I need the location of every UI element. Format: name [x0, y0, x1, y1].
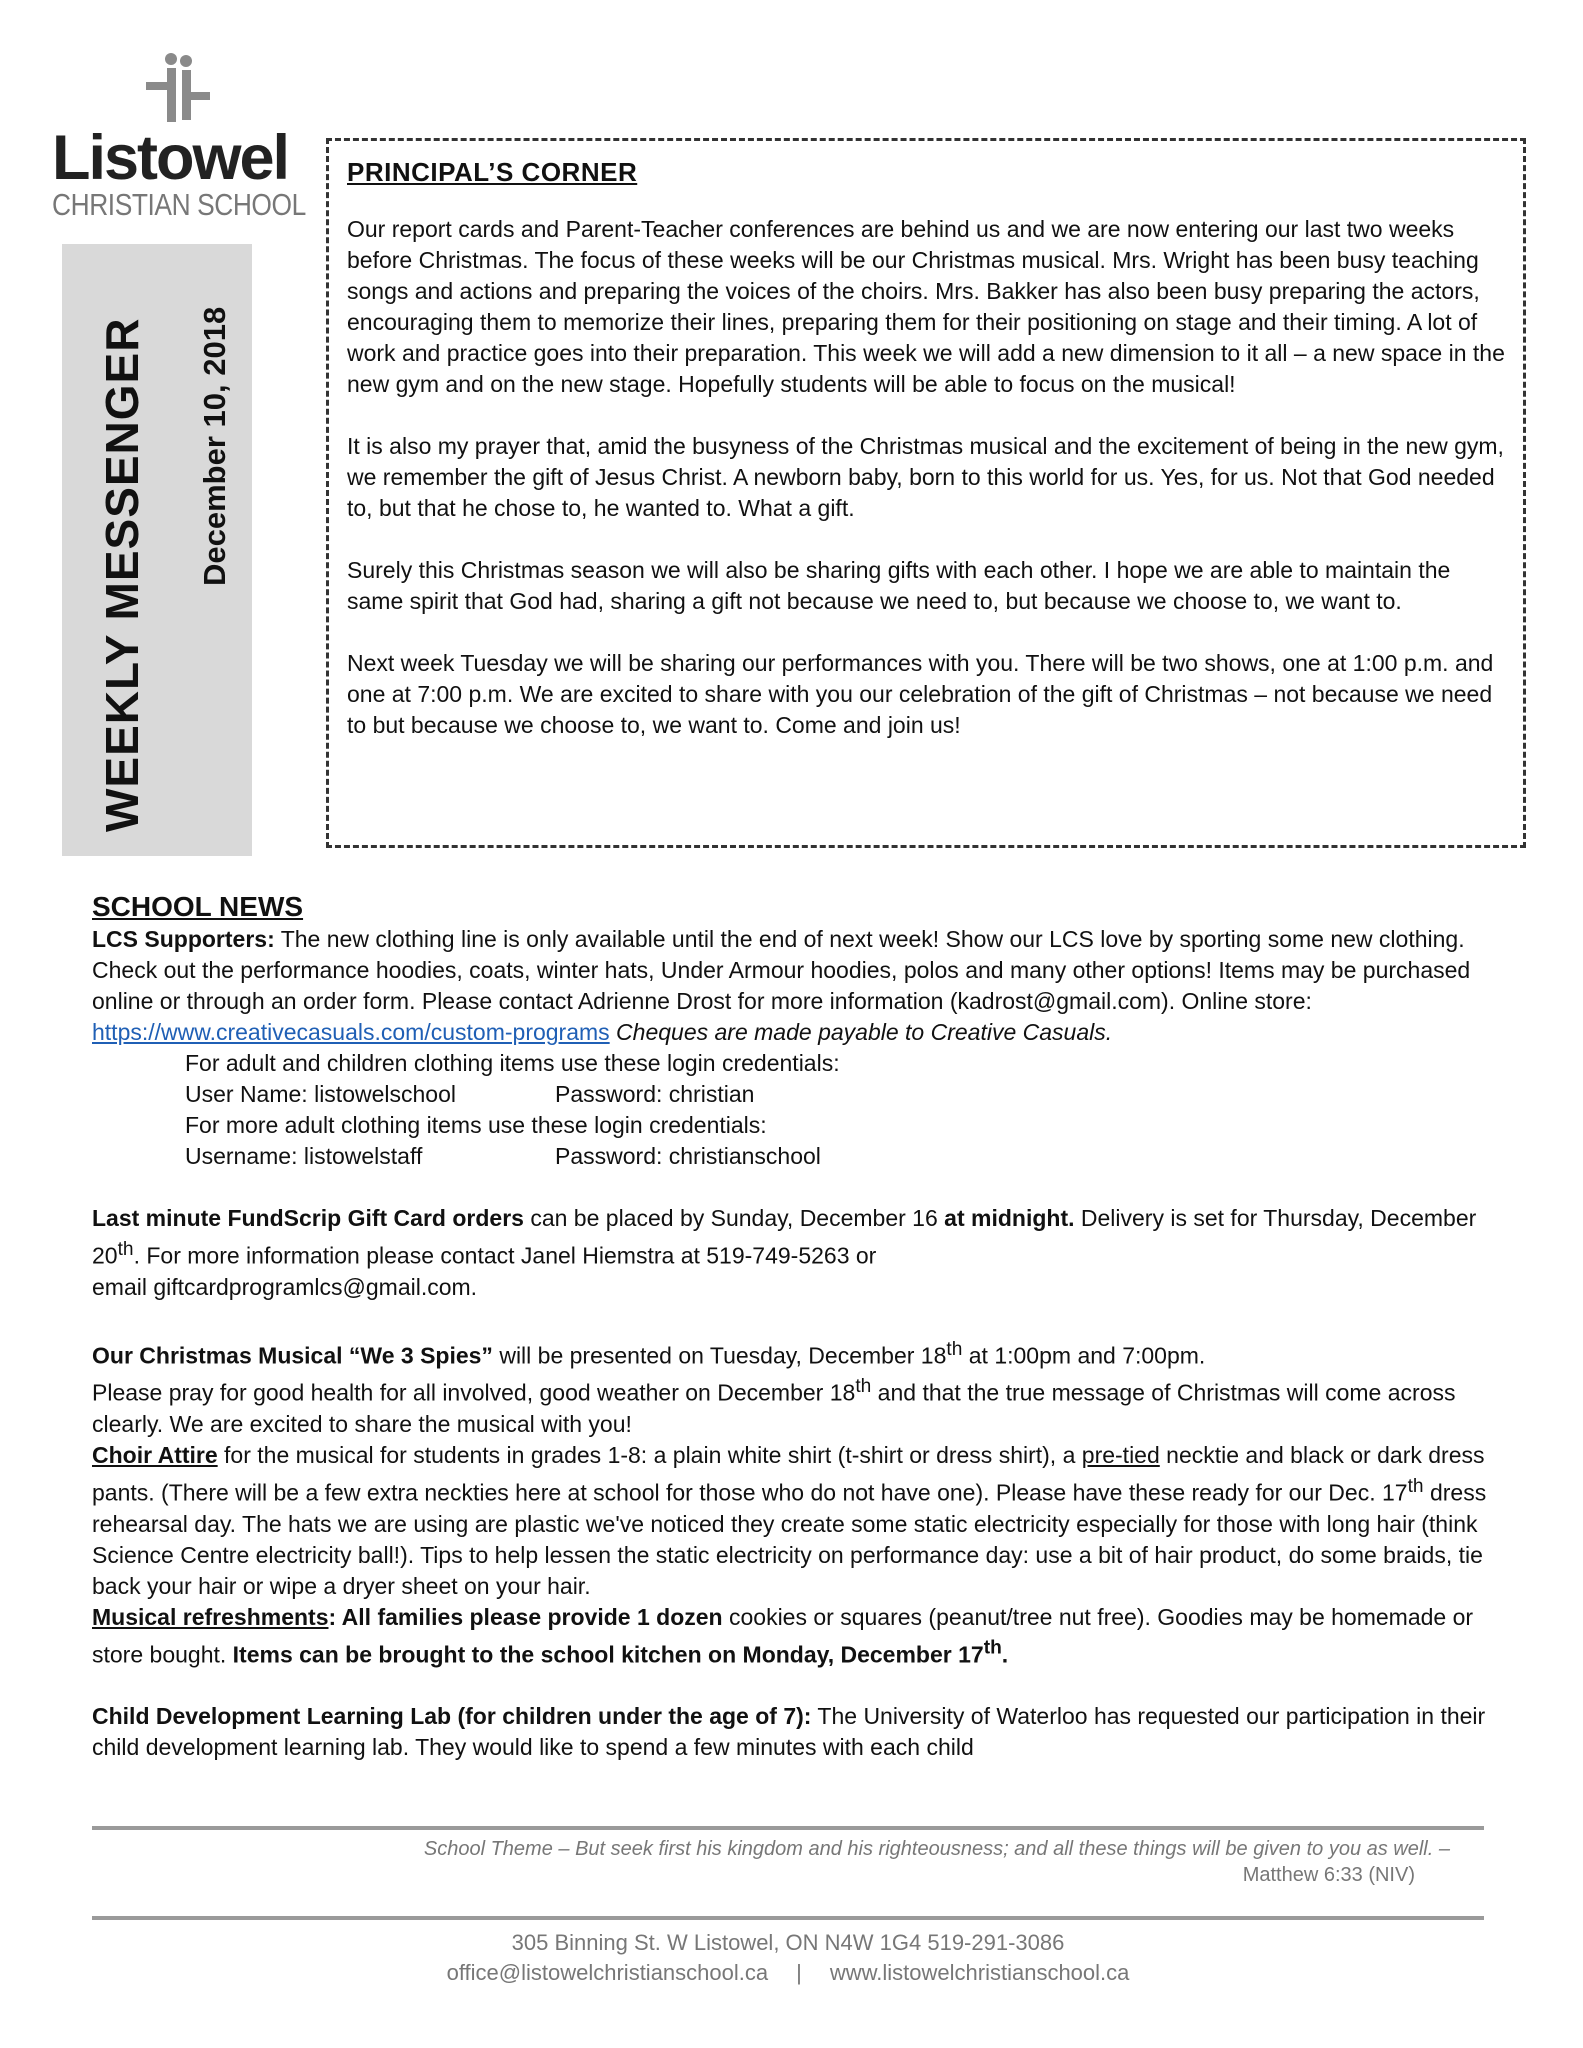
lab-item: [92, 1701, 1502, 1763]
lab-text: The University of Waterloo has requested our participation in their child development learning lab. They would like to spend a few minutes with each child: [92, 1703, 1486, 1761]
cheques-note: Cheques are made payable to Creative Casuals.: [609, 1019, 1113, 1045]
choir-text-3: dress rehearsal day. The hats we are using are plastic we've noticed they create some static electricity especially for those with long hair (think Science Centre electricity ball!). Tips to help lessen the static electricity on performance day: use a bit of hair product, do some braids, tie back your hair or wipe a dryer sheet on your hair.: [92, 1479, 1487, 1599]
theme-text: School Theme – But seek first his kingdom and his righteousness; and all these things will be given to you as well. –: [423, 1838, 1450, 1860]
cred2-user: Username: listowelstaff: [185, 1143, 423, 1169]
divider: [92, 1916, 1484, 1920]
supporters-text: The new clothing line is only available until the end of next week! Show our LCS love by sporting some new clothing. Check out the performance hoodies, coats, winter hats, Under Armour hoodies, polos and many other options! Items may be purchased online or through an order form. Please contact Adrienne Drost for more information (kadrost@gmail.com). Online store:: [92, 926, 1471, 1014]
newsletter-title: WEEKLY MESSENGER: [96, 317, 148, 832]
online-store-link[interactable]: https://www.creativecasuals.com/custom-programs: [92, 1019, 610, 1045]
cred1-row: [92, 1079, 1502, 1110]
musical-prayer: Please pray for good health for all involved, good weather on December 18: [92, 1379, 856, 1406]
newsletter-date: December 10, 2018: [197, 306, 232, 586]
supporters-lead: LCS Supporters:: [92, 926, 275, 952]
fundscrip-delivery: Delivery is set for Thursday, December 20: [92, 1205, 1477, 1269]
ordinal-suffix: th: [1407, 1475, 1424, 1497]
choir-item: [92, 1440, 1502, 1602]
musical-times: at 1:00pm and 7:00pm.: [962, 1342, 1206, 1369]
theme-reference: Matthew 6:33 (NIV): [1242, 1864, 1415, 1886]
fundscrip-text: can be placed by Sunday, December 16: [523, 1205, 945, 1231]
choir-text-2: necktie and black or dark dress pants. (There will be a few extra neckties here at school for those who do not have one). Please have these ready for our Dec. 17: [92, 1441, 1485, 1506]
corner-paragraph: It is also my prayer that, amid the busyness of the Christmas musical and the excitement of being in the new gym, we remember the gift of Jesus Christ. A newborn baby, born to this world for us. Yes, for us. Not that God needed to, but that he chose to, he wanted to. What a gift.: [347, 433, 1504, 521]
pretied-word: pre-tied: [1081, 1441, 1160, 1468]
school-theme: [150, 1836, 1450, 1888]
refreshments-item: [92, 1602, 1502, 1671]
footer-contact: [92, 1958, 1484, 1988]
fundscrip-email: email giftcardprogramlcs@gmail.com.: [92, 1273, 478, 1300]
school-news: [92, 890, 1502, 1763]
supporters-item: [92, 924, 1502, 1048]
musical-text: will be presented on Tuesday, December 18: [492, 1342, 947, 1369]
ordinal-suffix: th: [855, 1376, 872, 1398]
footer-address: 305 Binning St. W Listowel, ON N4W 1G4 519-291-3086: [511, 1930, 1065, 1955]
corner-paragraph: Our report cards and Parent-Teacher conferences are behind us and we are now entering our last two weeks before Christmas. The focus of these weeks will be our Christmas musical. Mrs. Wright has been busy teaching songs and actions and preparing the voices of the choirs. Mrs. Bakker has also been busy preparing the actors, encouraging them to memorize their lines, preparing them for their positioning on stage and their timing. A lot of work and practice goes into their preparation. This week we will add a new dimension to it all – a new space in the new gym and on the new stage. Hopefully students will be able to focus on the musical!: [347, 216, 1505, 397]
cred2-pass: Password: christianschool: [555, 1143, 821, 1169]
school-logo: [52, 52, 306, 222]
refreshments-lead: Musical refreshments: [92, 1603, 329, 1630]
musical-item: [92, 1334, 1502, 1440]
choir-text: for the musical for students in grades 1-8: a plain white shirt (t-shirt or dress shirt), a: [217, 1441, 1082, 1468]
corner-paragraph: Next week Tuesday we will be sharing our performances with you. There will be two shows, one at 1:00 p.m. and one at 7:00 p.m. We are excited to share with you our celebration of the gift of Christmas – not because we need to but because we choose to, we want to. Come and join us!: [347, 650, 1494, 738]
footer: [92, 1928, 1484, 1988]
musical-prayer-end: and that the true message of Christmas will come across clearly. We are excited to share the musical with you!: [92, 1379, 1456, 1437]
divider: [92, 1826, 1484, 1830]
cred1-pass: Password: christian: [555, 1081, 755, 1107]
footer-website: www.listowelchristianschool.ca: [829, 1960, 1130, 1985]
refreshments-request: : All families please provide 1 dozen: [328, 1603, 723, 1630]
lab-lead: Child Development Learning Lab (for children under the age of 7):: [92, 1703, 812, 1730]
fundscrip-contact: . For more information please contact Janel Hiemstra at 519-749-5263 or: [133, 1242, 877, 1269]
fundscrip-deadline: at midnight.: [944, 1205, 1075, 1231]
musical-lead: Our Christmas Musical “We 3 Spies”: [92, 1342, 493, 1369]
fundscrip-item: [92, 1203, 1502, 1303]
news-heading: SCHOOL NEWS: [92, 891, 304, 922]
logo-subtitle: CHRISTIAN SCHOOL: [52, 187, 306, 222]
refreshments-dropoff: Items can be brought to the school kitchen on Monday, December 17: [232, 1641, 984, 1668]
principals-corner: [326, 138, 1526, 848]
footer-separator: |: [796, 1960, 802, 1985]
cross-people-icon: [142, 52, 212, 124]
fundscrip-lead: Last minute FundScrip Gift Card orders: [92, 1205, 524, 1231]
cred2-intro: For more adult clothing items use these login credentials:: [185, 1112, 767, 1138]
refreshments-end: .: [1001, 1641, 1009, 1668]
cred1-intro: For adult and children clothing items use these login credentials:: [185, 1050, 840, 1076]
refreshments-text: cookies or squares (peanut/tree nut free). Goodies may be homemade or store bought.: [92, 1603, 1474, 1668]
corner-paragraph: Surely this Christmas season we will also be sharing gifts with each other. I hope we are able to maintain the same spirit that God had, sharing a gift not because we need to, but because we choose to, we want to.: [347, 557, 1451, 614]
cred2-row: [92, 1141, 1502, 1172]
ordinal-suffix: th: [946, 1338, 963, 1360]
ordinal-suffix: th: [983, 1637, 1002, 1659]
logo-name: Listowel: [52, 123, 289, 193]
cred1-user: User Name: listowelschool: [185, 1081, 456, 1107]
footer-email: office@listowelchristianschool.ca: [446, 1960, 769, 1985]
corner-heading: PRINCIPAL’S CORNER: [347, 157, 638, 187]
choir-lead: Choir Attire: [92, 1441, 218, 1468]
ordinal-suffix: th: [117, 1239, 134, 1260]
